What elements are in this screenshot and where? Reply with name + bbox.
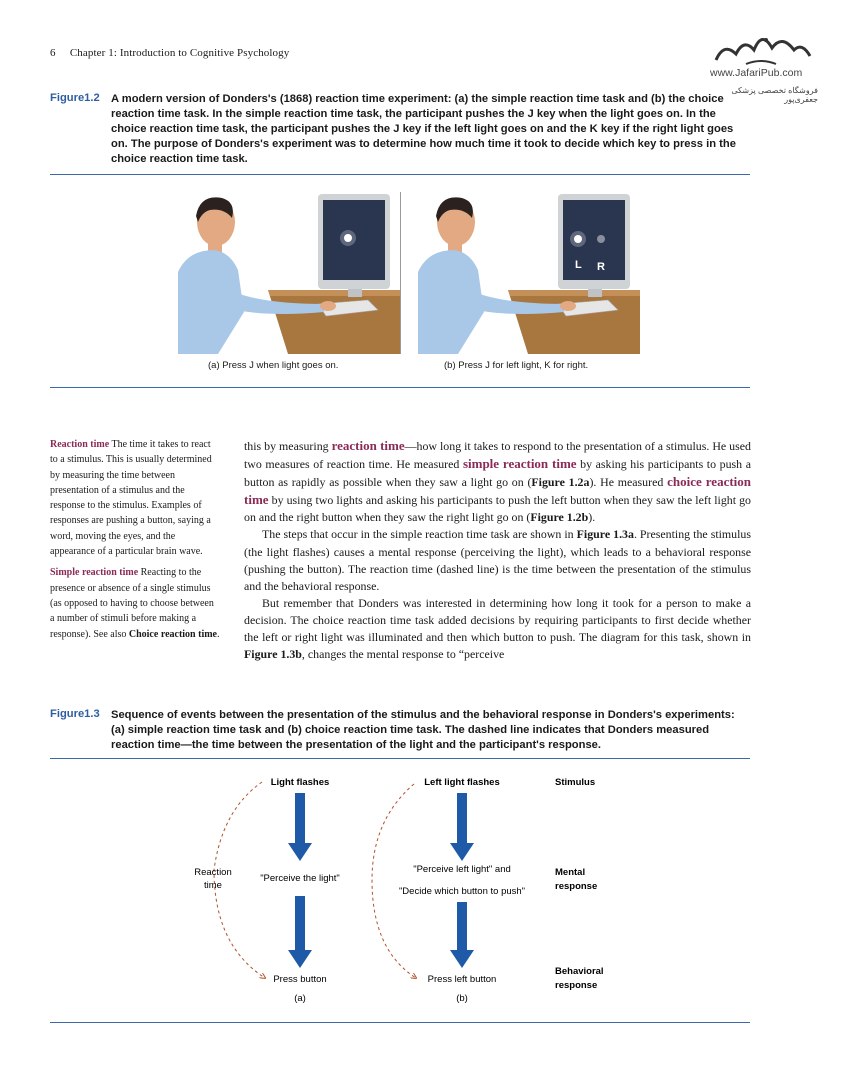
figure-reference: Figure 1.2a xyxy=(531,475,590,490)
key-term: simple reaction time xyxy=(462,456,577,472)
diagram-b-mental-1: "Perceive left light" and xyxy=(413,864,511,875)
glossary-entry-reaction-time xyxy=(50,437,220,559)
diagram-b-mental-2: "Decide which button to push" xyxy=(398,886,526,897)
diagram-a-mental: "Perceive the light" xyxy=(260,873,340,884)
figure-reference: Figure 1.3a xyxy=(576,527,634,542)
figure-reference: Figure 1.3b xyxy=(244,647,302,662)
arrow-head-icon xyxy=(450,950,474,968)
figure-1-2b-illustration xyxy=(418,192,640,354)
diagram-a-stimulus: Light flashes xyxy=(270,777,330,788)
glossary-definition: Reacting to the presence or absence of a single stimulus (as opposed to having to choose between a number of stimuli before making a response). See also xyxy=(50,567,214,640)
glossary-entry-simple-reaction-time xyxy=(50,565,220,641)
screen-letter-right: R xyxy=(597,261,605,273)
margin-glossary xyxy=(50,437,220,648)
figure-rule xyxy=(50,1022,750,1023)
logo-tagline: فروشگاه تخصصی پزشکی جعفری‌پور xyxy=(731,86,818,104)
figure-1-2a-illustration xyxy=(178,192,400,354)
diagram-b-stimulus: Left light flashes xyxy=(424,777,500,788)
glossary-term: Simple reaction time xyxy=(50,567,139,579)
arrow-shaft xyxy=(457,902,467,950)
panel-a-caption: (a) Press J when light goes on. xyxy=(208,360,339,371)
paragraph: But remember that Donders was interested in determining how long it took for a person to make a decision. The choice reaction time task added decisions by requiring participants to first decide whether the left or right light was illuminated and then which button to push. The diagram for this task, shown in Figure 1.3b, changes the mental response to “perceive xyxy=(244,595,751,662)
figure-1-2-caption: A modern version of Donders's (1868) reaction time experiment: (a) the simple reaction time task and (b) the choice reaction time task. In the simple reaction time task, the participant pushes the J key when the light goes on. In the choice reaction time task, the participant pushes the J key if the left light goes on and the K key if the right light goes on. The purpose of Donders's experiment was to determine how much time it took to decide which key to press in the choice reaction time task. xyxy=(111,93,736,165)
glossary-definition: The time it takes to react to a stimulus. This is usually determined by measuring the time between presentation of a stimulus and the response to the stimulus. Examples of responses are pushing a button, saying a word, moving the eyes, and the appearance of a particular brain wave. xyxy=(50,439,212,558)
figure-1-2-label: Figure1.2 xyxy=(50,92,100,104)
panel-divider xyxy=(400,192,401,354)
row-label-behavior-2: response xyxy=(555,980,598,991)
figure-1-3-label: Figure1.3 xyxy=(50,708,100,720)
logo-url: www.JafariPub.com xyxy=(710,67,803,79)
diagram-b-behavior: Press left button xyxy=(427,974,497,985)
arrow-shaft xyxy=(457,793,467,843)
row-label-mental-2: response xyxy=(555,881,598,892)
panel-b-caption: (b) Press J for left light, K for right. xyxy=(444,360,589,371)
figure-rule xyxy=(50,387,750,388)
glossary-end-punctuation: . xyxy=(217,628,220,640)
caption-rule xyxy=(50,174,750,175)
diagram-b-tag: (b) xyxy=(456,993,468,1004)
arrow-head-icon xyxy=(450,843,474,861)
chapter-title: Chapter 1: Introduction to Cognitive Psychology xyxy=(69,47,290,59)
arrow-head-icon xyxy=(288,950,312,968)
key-term: reaction time xyxy=(331,438,405,453)
rt-label-1: Reaction xyxy=(194,867,232,878)
row-label-mental-1: Mental xyxy=(555,867,586,878)
key-term: choice reaction time xyxy=(244,474,752,508)
paragraph: this by measuring reaction time—how long it takes to respond to the presentation of a stimulus. He used two measures of reaction time. He measured simple reaction time by asking his participants to push a button as rapidly as possible when they saw a light go on (Figure 1.2a). He measured choice reaction time by using two lights and asking his participants to push the left button when they saw the left light go on and the right button when they saw the right light go on (Figure 1.2b). xyxy=(244,438,752,525)
diagram-a-tag: (a) xyxy=(294,993,306,1004)
figure-1-3-caption: Sequence of events between the presentation of the stimulus and the behavioral response in Donders's experiments: (a) simple reaction time task and (b) choice reaction time task. The dashed line indicates that Donders measured reaction time—the time between the presentation of the light and the participant's response. xyxy=(111,709,735,751)
row-label-stimulus: Stimulus xyxy=(555,777,596,788)
glossary-see-also: Choice reaction time xyxy=(128,628,217,640)
glossary-term: Reaction time xyxy=(50,439,110,450)
caption-rule xyxy=(50,758,750,759)
reaction-time-dashed-line xyxy=(372,784,416,978)
figure-reference: Figure 1.2b xyxy=(530,510,589,525)
body-text xyxy=(244,437,751,663)
screen-letter-left: L xyxy=(575,259,582,271)
arrow-shaft xyxy=(295,793,305,843)
row-label-behavior-1: Behavioral xyxy=(555,966,604,977)
page-number: 6 xyxy=(50,47,56,59)
running-head xyxy=(50,47,289,59)
rt-label-2: time xyxy=(204,880,222,891)
paragraph: The steps that occur in the simple reaction time task are shown in Figure 1.3a. Presenting the stimulus (the light flashes) causes a mental response (perceiving the light), which leads to a behavioral response (pushing the button). The reaction time (dashed line) is the time between the presentation of the stimulus and the behavioral response. xyxy=(244,527,751,593)
arrow-head-icon xyxy=(288,843,312,861)
figure-1-3-diagram xyxy=(0,760,851,1020)
diagram-a-behavior: Press button xyxy=(273,974,327,985)
arrow-shaft xyxy=(295,896,305,950)
